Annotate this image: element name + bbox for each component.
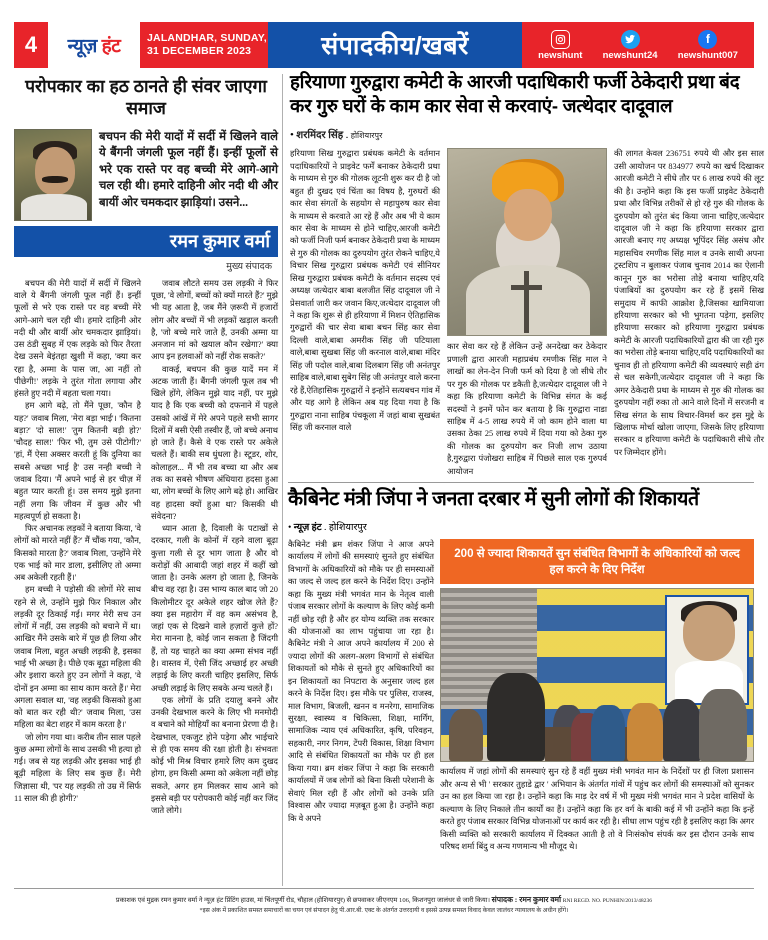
editorial-para: जवाब लौटते समय उस लड़की ने फिर पूछा, 'वे लोगों, बच्चों को क्यों मारते हैं?' मुझे भी यह आता है, जब मैंने ज़रूरी में हजारों लोग और बच्चों में भी लड़कों खड़ाल करती है, 'जो बच्चे मारे जाते हैं, उनकी अम्मा या अनजान मां को खयाल कौन रखेगा?' क्या आप इन हलवाओं को नहीं रोक सकते?' (151, 278, 278, 362)
twitter-handle: newshunt24 (602, 49, 658, 61)
byline-bullet-2: . (345, 129, 349, 142)
editor-designation: मुख्य संपादक (226, 261, 272, 272)
editorial-para: एक लोगों के प्रति दयालु बनने और उनकी देखभाल करने के लिए भी मनमोदी व बचाने को मोहियाँ का बनाना प्रेरणा दी है। देखभाल, एकजुट होने पड़ेगा और भाईचारे से ही एक समय की रक्षा होती है। संभवतः कोई भी मिश्र विचार हमारे लिए कम दुखद होगा, हम किसी अम्मा को अकेला नहीं छोड़ सकते, अगर हम मिलकर साथ आने को इससे बड़ी पर परोपकारी कोई नहीं कर जिंद जाते लोगे। (151, 695, 278, 816)
main-story-columns (290, 148, 764, 478)
footer (14, 894, 754, 915)
column-divider-vertical (282, 74, 283, 886)
editor-name: रमन कुमार वर्मा (14, 226, 278, 257)
second-story-columns (288, 539, 754, 854)
main-story-col-2 (447, 148, 607, 478)
byline-bullet: • (288, 521, 292, 533)
publication-date (140, 22, 268, 68)
social-instagram[interactable] (538, 30, 582, 61)
masthead (14, 22, 754, 68)
facebook-icon: f (698, 30, 717, 49)
date-line-2: 31 DECEMBER 2023 (147, 45, 252, 57)
jimpa-janta-darbar-photo (440, 588, 754, 762)
main-story-text-1: हरियाणा सिख गुरुद्वारा प्रबंधक कमेटी के वर्तमान पदाधिकारियों ने प्राइवेट फर्में बनाकर ठेकेदारी प्रथा के माध्यम से गुरु की गोलक लूटनी शुरू कर दी है जो बहुत ही दुखद एवं चिंता का विषय है, गुरुघरों की कार सेवा संगतों के सहयोग से महापुरुष कार सेवा के माध्यम से करवाते आ रहे हैं और अब भी ये काम कार सेवा के माध्यम से होने चाहिए,आरजी कमेटी को फर्जी निजी फर्म बनाकर ठेकेदारी प्रथा के माध्यम से गुरु की गोलक का दुरुपयोग तुरंत रोकने चाहिए,ये विचार सिख गुरुद्वारा प्रबंधक कमेटी एवं सीनियर सिख गुरुद्वारा प्रबंधक कमेटी के वर्तमान सदस्य एवं अध्यक्ष जत्थेदार बाबा बलजीत सिंह दादूवाल जी ने प्रेसवार्ता जारी कर जवान किए,जत्थेदार दादूवाल जी ने कहा कि शुरू से ही हरियाणा में मिशन ऐतिहासिक गुरुद्वारों की चार सेवा बाबा बचन सिंह कार सेवा दिल्ली वाले,बाबा अमरीक सिंह जी पटियाला वाले,बाबा सुखबा सिंह जी करनाल वाले,बाबा मंदिर सिंह जी पदोल वाले,बाबा दिलबाग सिंह जी अनंतपुर साहिब वाले,बाबा सुबेग सिंह जी अनंतपुर वाले करना रहे हैं,ऐतिहासिक गुरुद्वारों ने इन्होंने सत्यबचन गांव में और यह आगे है लेकिन अब यह दिया गया है कि गुरुद्वारा नाना साहिब पंचकूला में जहां बाबा सुखबंत सिंह जी करनाल वाले (290, 149, 440, 432)
editorial-headline: परोपकार का हठ ठानते ही संवर जाएगा समाज (25, 76, 267, 118)
main-story-col-3 (614, 148, 764, 478)
editorial-para: जो लोग गया था। करीब तीन साल पहले कुछ अम्मा लोगों के साथ उसकी भी हत्या हो गई। जब से यह लड़की और इसका भाई ही बूढ़ी महिला के लिए सब कुछ हैं। मेरी जिज्ञासा थी, 'पर यह लड़की तो उम्र में सिर्फ 11 साल की ही होगी?' (14, 732, 141, 803)
footer-imprint: प्रकाशक एवं मुद्रक रमन कुमार वर्मा ने न्यूज़ हंट प्रिंटिंग हाउस, मां चिंतपूर्णी रोड, चौहाल (होशियारपुर) से छपवाकर जीएनएम 106, किशनपुरा जालंधर से जारी किया। (115, 897, 490, 904)
main-story (290, 70, 764, 478)
footer-line-1 (14, 894, 754, 906)
logo-text: न्यूज़ हंट (67, 36, 121, 57)
main-story-byline (290, 127, 754, 141)
editor-portrait (14, 129, 92, 221)
editorial-para: बचपन की मेरी यादों में सर्दी में खिलने वाले ये बैंगनी जंगली फूल नहीं हैं। इन्हीं फूलों से भरे एक रास्ते पर वह बच्ची मेरे आगे-आगे चल रही थी। हमारे दाहिनी ओर नदी थी और बायीं ओर चमकदार झाड़ियां। उस ठंडी सुबह में एक लड़के को फिर तैरता देख उसने बेइंतहा खुशी में कहा, 'क्या कर रहा है, अम्मा के पास जा, आ नहीं तो पीछेगी!' लड़के ने तुरंत गोता लगाया और हंसते हुए नदी में बहता चला गया। (14, 278, 141, 399)
second-story-col-1 (288, 539, 434, 854)
main-story-text-3: की लागत केवल 236751 रुपये थी और इस साल उसी आयोजन पर 834977 रुपये का खर्च दिखाकर आरजी कमेटी ने सीधे तौर पर 6 लाख रुपये की लूट की है। उन्होंने कहा कि इस फर्जी प्राइवेट ठेकेदारी प्रथा और विभिन्न तरीकों से हो रहे गुरु की गोलक के दुरुपयोग को तुरंत बंद किया जाना चाहिए,जत्थेदार दादूवाल जी ने कहा कि हरियाणा सरकार द्वारा आरजी बनाए गए अध्यक्ष भूपिंदर सिंह असंध और महासचिव रमणीक सिंह माल व उनके साथी अपना ट्रस्टशिप न बुलाकर पंजाब चुनाव 2014 का ऐलानी कानून गुरु का भरोसा तोड़े बनाया चाहिए,यदि पंजाबियों का दुरुपयोग कर रहे हैं इसमें सिख समुदाय में काफी आक्रोश है,जिसका खामियाजा हरियाणा सरकार को भी भुगतना पड़ेगा, इसलिए हरियाणा सरकार को हरियाणा गुरुद्वारा प्रबंधक कमेटी के आरजी पदाधिकारियों द्वारा की जा रही गुरु का भरोसा तोड़े बनाया चाहिए,यदि पदाधिकारियों का चुनाव ही तो हरियाणा कमेटी की व्यवस्थाएं सही ढंग से चल सकेगी,जत्थेदार दादूवाल जी ने कहा कि अगर ठेकेदारी प्रथा के माध्यम से गुरु की गोलक का दुरुपयोग नहीं रुका तो आने वाले दिनों में सरजनी व सिख संगत के साथ विचार-विमर्श कर इस मुद्दे के खिलाफ मोर्चा खोला जाएगा, जिसके लिए हरियाणा सरकार व हरियाणा कमेटी के पदाधिकारी सीधे तौर पर जिम्मेदार होंगे। (614, 149, 764, 457)
editorial-para: हम बच्ची ने पड़ोसी की लोगों मेरे साथ रहने से ले, उन्होंने मुझे फिर निकाल और लड़की दूर ठिकाई गई। मगर मेरी सच उन लोगों में नहीं, उस लड़की को बचाने में था। आखिर मैंने उसके बारे में पूछ ही लिया और जवाब मिला, बहुत अच्छी लड़की है, इसका भाई भी अच्छा है। पीछे एक बूढ़ा महिला की और इशारा करते हुए उन लोगों ने कहा, 'वे दोनों इन अम्मा का साथ काम करते हैं।' मेरा अगला सवाल था, 'वह लड़की किसको हुआ को बात कर रही थी?' जवाब मिला, 'उस महिला का बेटा शहर में काम करता है।' (14, 585, 141, 730)
byline-city: होशियारपुर (328, 521, 367, 533)
byline-bullet-2: . (324, 521, 327, 533)
main-story-headline: हरियाणा गुरुद्वारा कमेटी के आरजी पदाधिकारी फर्जी ठेकेदारी प्रथा बंद कर गुरु घरों के काम कार सेवा से करवाएं- जत्थेदार दादूवाल (290, 71, 740, 117)
byline-author: शरमिंदर सिंह (296, 130, 344, 142)
byline-bullet: • (290, 129, 294, 142)
editorial-para: हम आगे बढ़े, तो मैंने पूछा, 'कौन है यह?' जवाब मिला, 'मेरा बड़ा भाई'। 'कितना बड़ा?' 'दो साल!' 'तुम कितनी बड़ी हो?' 'चौदह साल!' 'फिर भी, तुम उसे पीटोगी?' 'हां, मैं ऐसा अक्सर करती हूं कि दुनिया का सबसे अच्छा भाई है' उस नन्ही बच्ची ने जवाब दिया। 'मैं अपने भाई से हर चीज़ में बहुत प्यार करती हूं। उस समय मुझे इतना नहीं लगा कि जीवन में कुछ और भी महत्वपूर्ण हो सकता है। (14, 401, 141, 521)
editorial-para: वाकई, बचपन की कुछ यादें मन में अटक जाती हैं। बैंगनी जंगली फूल तब भी खिले होंगे, लेकिन मुझे याद नहीं, पर मुझे याद है कि एक बच्ची को दफनाने में पहले उसको आंखें में मेरे अपने पहले सभी सागर दिलों में बसी ऐसी तस्वीर हैं, जो बच्चे अनाथ हो जाते हैं। कैसे वे एक रास्ते पर अकेले चलते हैं। बाकी सब धुंधला है। स्टूडर, शोर, कोलाहल... मैं भी तब बच्चा था और अब तक का सबसे भीषण अंधियारा हदसा हुआ था, लोग बच्चों के लिए आगे बढ़े हो। आखिर वह हादसा क्यों हुआ था? किसकी थी संवेदना? (151, 364, 278, 521)
instagram-icon (551, 30, 570, 49)
second-story-headline: कैबिनेट मंत्री जिंपा ने जनता दरबार में सुनी लोगों की शिकायतें (288, 488, 699, 510)
page-number: 4 (14, 22, 48, 68)
jathedar-dadoowal-photo (447, 148, 607, 336)
byline-city: होशियारपुर (350, 131, 383, 141)
highlight-banner: 200 से ज्यादा शिकायतें सुन संबंधित विभागों के अधिकारियों को जल्द हल करने के दिए निर्देश (440, 539, 754, 585)
byline-author: न्यूज़ हंट (293, 521, 322, 533)
second-story-text-1: कैबिनेट मंत्री ब्रम शंकर जिंपा ने आज अपने कार्यालय में लोगों की समस्याएं सुनते हुए संबंधित विभागों के अधिकारियों को मौके पर ही समस्याओं का जल्द से जल्द हल करने के निर्देश दिए। उन्होंने कहा कि मुख्य मंत्री भगवंत मान के नेतृत्व वाली पंजाब सरकार लोगों के कल्याण के लिए कोई कमी नहीं छोड़ रही है और हर योग्य व्यक्ति तक सरकार की योजनाओं का लाभ पहुंचाया जा रहा है। कैबिनेट मंत्री ने आज अपने कार्यालय में 200 से ज्यादा लोगों की अलग-अलग विभागों से संबंधित शिकायतों को मौके से सुनते हुए अधिकारियों का इन शिकायतों का निपटारा के अनुसार जल्द हल करने के निर्देश दिए। इस मौके पर पुलिस, राजस्व, माल विभाग, बिजली, खनन व मनरेगा, सामाजिक सुरक्षा, स्वास्थ्य व चिकित्सा, शिक्षा, मार्गिंग, सामाजिक न्याय एवं अधिकारित, कृषि, परिवहन, सहकारी, नगर निगम, टेंपरी विकास, शिक्षा विभाग आदि से संबंधित शिकायतों का मौके पर ही हल किया गया। ब्रम शंकर जिंपा ने कहा कि सरकारी कार्यालयों में जब लोगों को बिना किसी परेशानी के सेवाएं मिल रही हैं और लोगों को उनके प्रति विश्वास और ज्यादा मज़बूत हुआ है। उन्होंने कहा कि वे अपने (288, 539, 434, 823)
main-story-text-2: कार सेवा कर रहे हैं लेकिन उन्हें अनदेखा कर ठेकेदार प्रणाली द्वारा आरजी महाप्रबंध रमणीक सिंह माल ने लाखों का लेन-देन निजी फर्म को दिया है जो सीधे तौर पर गुरु की गोलक पर डकैती है,जत्थेदार दादूवाल जी ने कहा कि हरियाणा कमेटी के विभिन्न संगत के कई सदस्यों ने इनमें फोन कर बताया है कि गुरुद्वारा नाडा साहिब में 4-5 लाख रुपये में जो काम होने वाला था उसका ठेका 25 लाख रुपये में दिया गया को ठेका गुरु की गोलक का दुरुपयोग कर निजी लाभ उठाया है,गुरुद्वारा पंजोखरा साहिब में पिछले साल एक गुरुपर्व आयोजन (447, 342, 607, 476)
twitter-icon (621, 30, 640, 49)
second-story (288, 488, 754, 853)
editorial-para: ध्यान आता है, दिवाली के पटाखों से दरकार, गली के कोनों में रहने वाला बूढ़ा कुत्ता गली से दूर भाग जाता है और वो करोड़ों की आबादी जहां शहर में कहीं खो जाता है। उनके अलग हो जाता है, जिनके बीच वह रहा है। उस भाग्य काल बाद जो 20 किलोमीटर दूर अकेले शहर खोज लेते हैं? क्या इस महारोग में वह कम असंभव है, जहां एक से दिखने वाले हज़ारों कुत्ते हों? मेरा मानना है, कोई जान सकता है जिंदगी हैं, तो यह चाहते का क्या अम्मा संभव नहीं है। वास्तव में, ऐसी जिंद अच्छाई हर अच्छी लड़ाई के लिए करती चाहिए इसलिए, सिर्फ अच्छी लड़ाई के लिए सबके अन्य चलते हैं। (151, 524, 278, 693)
editorial-body (14, 278, 278, 898)
editorial-lead-block (14, 129, 278, 221)
story-divider-horizontal (288, 482, 754, 483)
editorial-column (14, 76, 278, 898)
instagram-handle: newshunt (538, 49, 583, 61)
footer-rni: RNI REGD. NO. PUNHIN/2013/48236 (562, 898, 653, 904)
second-story-text-2: कार्यालय में जहां लोगों की समस्याएं सुन रहे हैं वहीं मुख्य मंत्री भगवंत मान के निर्देशों पर ही जिला प्रशासन और अन्य से भी ' सरकार तुहाडे द्वार ' अभियान के अंतर्गत गांवों में पहुंच कर लोगों की समस्याओं को सुनकर उन का हल किया जा रहा है। उन्होंने कहा कि माड़ देर वर्ष में भी मुख्य मंत्री भगवंत मान ने प्रदेश वासियों के कल्याण के लिए निकाले तीन कार्यों का हैं। उन्होंने कहा कि हर वर्ग के बाकी कई में भी उन्होंने कहा कि इन्हें करते हुए पंजाब सरकार विभिन्न योजनाओं पर कार्य कर रही है। सीधा लाभ पहुंच रही है इसलिए कहा कि अगर किसी व्यक्ति को सरकारी कार्यालय में दिक्कत आती है तो वे निःसंकोच संपर्क कर इस दौरान उनके साथ परिषद शर्मा बिंदु व अन्य गणमान्य भी मौजूद थे। (440, 767, 754, 852)
footer-editor: संपादक : रमन कुमार वर्मा (491, 895, 562, 904)
editorial-para: फिर अचानक लड़कों ने बताया किया, 'वे लोगों को मारते नहीं हैं?' मैं चौंक गया, 'कौन, किसको मारता है?' जवाब मिला, 'उन्होंने मेरे एक भाई को मार डाला, इसीलिए तो अम्मा अब अकेली रहती हैं।' (14, 524, 141, 583)
main-story-col-1 (290, 148, 440, 478)
social-twitter[interactable] (603, 30, 658, 61)
newshunt-logo[interactable] (48, 22, 140, 68)
footer-line-2: *इस अंक में प्रकाशित समस्त समाचारों का चयन एवं संपादन हेतु पी.आर.बी. एक्ट के अंतर्गत उत्तरदायी व इससे उत्पन्न समस्त विवाद केवल जालंधर न्यायालय के अधीन होंगे। (199, 906, 569, 914)
editorial-lead-text: बचपन की मेरी यादों में सर्दी में खिलने वाले ये बैंगनी जंगली फूल नहीं हैं। इन्हीं फूलों से भरे एक रास्ते पर वह बच्ची मेरे आगे-आगे चल रही थी। हमारे दाहिनी ओर नदी थी और बायीं ओर चमकदार झाड़ियां। उसने... (99, 129, 278, 209)
second-story-byline (288, 520, 754, 533)
facebook-handle: newshunt007 (677, 49, 738, 61)
social-links (522, 22, 754, 68)
section-title: संपादकीय/खबरें (268, 22, 522, 68)
second-story-col-2 (440, 539, 754, 854)
social-facebook[interactable] (678, 30, 738, 61)
date-line-1: JALANDHAR, SUNDAY, (147, 31, 267, 44)
